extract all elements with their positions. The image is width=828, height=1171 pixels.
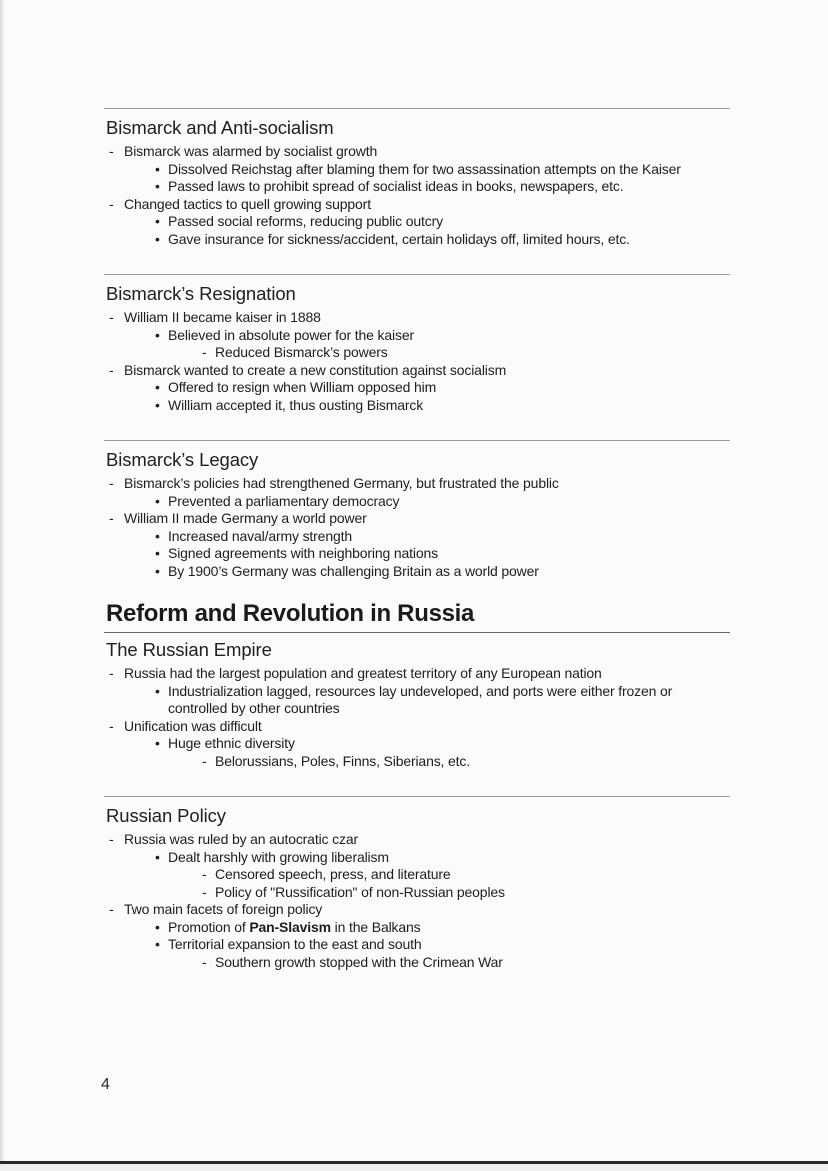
item-text-after: in the Balkans — [330, 918, 421, 935]
sub-dash-item — [104, 884, 730, 902]
item-text: Passed laws to prohibit spread of socialist ideas in books, newspapers, etc. — [168, 178, 624, 194]
section — [104, 639, 730, 770]
chapter-heading: Reform and Revolution in Russia — [106, 600, 475, 627]
section-divider — [104, 796, 730, 797]
section — [104, 440, 730, 580]
page-number: 4 — [101, 1076, 110, 1093]
bullet-item — [104, 919, 730, 937]
section-title: Bismarck and Anti-socialism — [106, 117, 334, 138]
page-content — [104, 108, 730, 971]
item-text: Gave insurance for sickness/accident, certain holidays off, limited hours, etc. — [168, 230, 630, 247]
item-text: Unification was difficult — [124, 717, 262, 734]
sub-dash-item — [104, 954, 730, 972]
bullet-item — [104, 178, 730, 196]
item-text: Huge ethnic diversity — [168, 735, 295, 751]
dash-item — [106, 362, 730, 380]
section-divider — [104, 108, 730, 109]
item-text: William accepted it, thus ousting Bismarck — [168, 396, 424, 413]
item-text: Bismarck’s policies had strengthened Germany, but frustrated the public — [124, 475, 559, 491]
sections-group-bismarck — [104, 108, 730, 580]
dash-item — [106, 831, 730, 849]
bullet-item — [104, 213, 730, 231]
dash-item — [106, 143, 730, 161]
item-text: Changed tactics to quell growing support — [124, 195, 371, 212]
item-text: Promotion of — [168, 918, 250, 935]
scan-edge-bottom — [0, 1161, 828, 1171]
bullet-item — [104, 231, 730, 249]
item-text: Passed social reforms, reducing public outcry — [168, 213, 443, 229]
chapter-heading-rule — [104, 632, 730, 633]
dash-item — [106, 309, 730, 327]
item-text: By 1900’s Germany was challenging Britain as a world power — [168, 562, 539, 579]
item-text: Increased naval/army strength — [168, 527, 352, 544]
item-text: Believed in absolute power for the kaiser — [168, 326, 414, 343]
dash-item — [106, 196, 730, 214]
sub-dash-item — [104, 344, 730, 362]
item-text: Bismarck wanted to create a new constitution against socialism — [124, 361, 507, 378]
bullet-item — [104, 161, 730, 179]
item-text: Bismarck was alarmed by socialist growth — [124, 143, 378, 159]
item-text: Offered to resign when William opposed him — [168, 379, 437, 395]
dash-item — [106, 718, 730, 736]
item-text: Dissolved Reichstag after blaming them for two assassination attempts on the Kaiser — [168, 160, 681, 177]
scan-edge-left — [0, 0, 4, 1171]
dash-item — [106, 901, 730, 919]
dash-item — [106, 665, 730, 683]
dash-item — [106, 510, 730, 528]
item-text: Censored speech, press, and literature — [215, 866, 451, 882]
section-title: Russian Policy — [106, 805, 226, 826]
sub-dash-item — [104, 753, 730, 771]
sections-group-russia — [104, 639, 730, 971]
item-text: William II made Germany a world power — [124, 510, 367, 526]
item-text: Dealt harshly with growing liberalism — [168, 848, 389, 865]
section-divider — [104, 440, 730, 441]
item-text: Reduced Bismarck’s powers — [215, 344, 388, 360]
section-title: Bismarck’s Legacy — [106, 449, 259, 470]
bullet-item — [104, 735, 730, 753]
item-text: Territorial expansion to the east and south — [168, 936, 422, 952]
bullet-item — [104, 683, 730, 718]
item-text: Southern growth stopped with the Crimean War — [215, 953, 503, 970]
item-text: Signed agreements with neighboring nations — [168, 545, 438, 561]
bullet-item — [104, 327, 730, 345]
bullet-item — [104, 397, 730, 415]
item-text: Russia was ruled by an autocratic czar — [124, 831, 358, 847]
section-title: The Russian Empire — [106, 639, 272, 660]
bullet-item — [104, 493, 730, 511]
section-divider — [104, 274, 730, 275]
item-bold-term: Pan-Slavism — [249, 918, 331, 935]
item-text: Two main facets of foreign policy — [124, 901, 323, 917]
bullet-item — [104, 936, 730, 954]
section — [104, 274, 730, 414]
bullet-item — [104, 379, 730, 397]
bullet-item — [104, 528, 730, 546]
item-text: Prevented a parliamentary democracy — [168, 492, 400, 509]
section — [104, 108, 730, 248]
item-text: Belorussians, Poles, Finns, Siberians, etc. — [215, 752, 471, 769]
item-text: William II became kaiser in 1888 — [124, 309, 321, 325]
bullet-item — [104, 563, 730, 581]
bullet-item — [104, 545, 730, 563]
item-text: Industrialization lagged, resources lay undeveloped, and ports were either frozen or controlled by other countries — [168, 682, 673, 716]
sub-dash-item — [104, 866, 730, 884]
bullet-item — [104, 849, 730, 867]
section — [104, 796, 730, 971]
section-title: Bismarck’s Resignation — [106, 283, 296, 304]
item-text: Policy of "Russification" of non-Russian peoples — [215, 883, 505, 900]
item-text: Russia had the largest population and greatest territory of any European nation — [124, 665, 602, 681]
dash-item — [106, 475, 730, 493]
